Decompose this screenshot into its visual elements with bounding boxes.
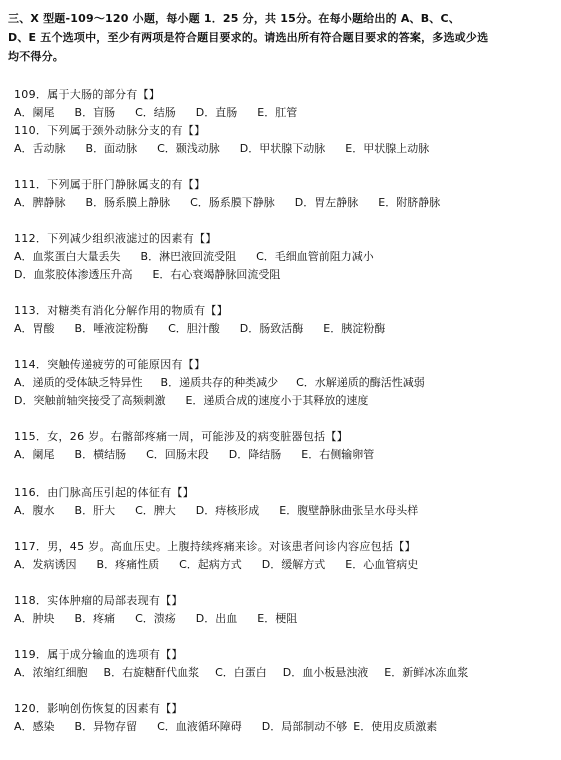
question-stem: 115．女，26 岁。右髂部疼痛一周，可能涉及的病变脏器包括【】 xyxy=(14,430,349,443)
option-b: B．盲肠 xyxy=(74,106,116,119)
options-line xyxy=(14,142,554,160)
options-line xyxy=(14,504,554,522)
section-instructions xyxy=(8,9,556,66)
question-116 xyxy=(14,486,554,522)
option-b: B．递质共存的种类减少 xyxy=(160,376,279,389)
option-d: D．血小板悬浊液 xyxy=(282,666,369,679)
question-117 xyxy=(14,540,554,576)
option-d: D．缓解方式 xyxy=(261,558,326,571)
option-c: C．结肠 xyxy=(135,106,176,119)
option-c: C．起病方式 xyxy=(179,558,242,571)
options-line xyxy=(14,250,554,268)
instructions-line-3: 均不得分。 xyxy=(8,50,64,63)
option-b: B．面动脉 xyxy=(85,142,138,155)
option-a: A．发病诱因 xyxy=(14,558,77,571)
option-c: C．血液循环障碍 xyxy=(157,720,242,733)
option-e: E．甲状腺上动脉 xyxy=(345,142,430,155)
option-b: B．疼痛 xyxy=(74,612,116,625)
option-b: B．肠系膜上静脉 xyxy=(85,196,171,209)
option-d: D．直肠 xyxy=(195,106,238,119)
instructions-line-2: D、E 五个选项中，至少有两项是符合题目要求的。请选出所有符合题目要求的答案，多选或少选 xyxy=(8,31,489,44)
option-b: B．疼痛性质 xyxy=(96,558,160,571)
question-111 xyxy=(14,178,554,214)
option-d: D．出血 xyxy=(195,612,238,625)
option-b: B．右旋糖酐代血浆 xyxy=(103,666,200,679)
option-c: C．白蛋白 xyxy=(215,666,267,679)
instructions-line-1: 三、X 型题-109～120 小题，每小题 1．25 分，共 15分。在每小题给出的 A、B、C、 xyxy=(8,12,460,25)
question-stem: 116．由门脉高压引起的体征有【】 xyxy=(14,486,195,499)
option-d: D．血浆胶体渗透压升高 xyxy=(14,268,133,281)
option-e: E．梗阻 xyxy=(257,612,298,625)
question-114 xyxy=(14,358,554,412)
option-e: E．肛管 xyxy=(257,106,298,119)
option-e: E．右侧输卵管 xyxy=(301,448,375,461)
option-d: D．突触前轴突接受了高频刺激 xyxy=(14,394,166,407)
options-line xyxy=(14,558,554,576)
option-e: E．附脐静脉 xyxy=(378,196,441,209)
options-line xyxy=(14,448,554,466)
option-a: A．血浆蛋白大量丢失 xyxy=(14,250,121,263)
question-120 xyxy=(14,702,554,738)
option-d: D．局部制动不够 xyxy=(261,720,348,733)
option-c: C．脾大 xyxy=(135,504,176,517)
option-a: A．阑尾 xyxy=(14,106,55,119)
question-110 xyxy=(14,124,554,160)
options-line xyxy=(14,612,554,630)
options-line xyxy=(14,196,554,214)
question-stem: 117．男，45 岁。高血压史。上腹持续疼痛来诊。对该患者问诊内容应包括【】 xyxy=(14,540,416,553)
option-a: A．胃酸 xyxy=(14,322,55,335)
options-line xyxy=(14,720,554,738)
options-line xyxy=(14,106,554,124)
option-a: A．腹水 xyxy=(14,504,55,517)
question-113 xyxy=(14,304,554,340)
question-stem: 109．属于大肠的部分有【】 xyxy=(14,88,161,101)
option-d: D．降结肠 xyxy=(228,448,282,461)
options-line xyxy=(14,394,554,412)
question-119 xyxy=(14,648,554,684)
option-a: A．感染 xyxy=(14,720,55,733)
question-stem: 119．属于成分输血的选项有【】 xyxy=(14,648,183,661)
option-a: A．脾静脉 xyxy=(14,196,66,209)
options-line xyxy=(14,268,554,286)
option-b: B．淋巴液回流受阻 xyxy=(140,250,237,263)
option-b: B．横结肠 xyxy=(74,448,127,461)
options-line xyxy=(14,322,554,340)
question-115 xyxy=(14,430,554,466)
option-e: E．腹壁静脉曲张呈水母头样 xyxy=(279,504,419,517)
question-stem: 120．影响创伤恢复的因素有【】 xyxy=(14,702,183,715)
option-c: C．回肠末段 xyxy=(146,448,209,461)
option-d: D．甲状腺下动脉 xyxy=(239,142,326,155)
question-112 xyxy=(14,232,554,286)
option-a: A．浓缩红细胞 xyxy=(14,666,88,679)
option-d: D．胃左静脉 xyxy=(294,196,359,209)
option-b: B．肝大 xyxy=(74,504,116,517)
option-d: D．痔核形成 xyxy=(195,504,260,517)
question-109 xyxy=(14,88,554,124)
option-b: B．异物存留 xyxy=(74,720,138,733)
option-e: E．心血管病史 xyxy=(345,558,419,571)
question-stem: 111．下列属于肝门静脉属支的有【】 xyxy=(14,178,206,191)
question-stem: 110．下列属于颈外动脉分支的有【】 xyxy=(14,124,206,137)
option-c: C．溃疡 xyxy=(135,612,176,625)
options-line xyxy=(14,666,554,684)
option-c: C．颞浅动脉 xyxy=(157,142,220,155)
option-e: E．胰淀粉酶 xyxy=(323,322,386,335)
option-a: A．阑尾 xyxy=(14,448,55,461)
options-line xyxy=(14,376,554,394)
option-b: B．唾液淀粉酶 xyxy=(74,322,149,335)
option-e: E．使用皮质激素 xyxy=(353,720,438,733)
option-a: A．舌动脉 xyxy=(14,142,66,155)
question-stem: 113．对糖类有消化分解作用的物质有【】 xyxy=(14,304,228,317)
question-stem: 114．突触传递疲劳的可能原因有【】 xyxy=(14,358,206,371)
option-c: C．肠系膜下静脉 xyxy=(190,196,275,209)
question-stem: 112．下列减少组织液滤过的因素有【】 xyxy=(14,232,217,245)
question-118 xyxy=(14,594,554,630)
question-stem: 118．实体肿瘤的局部表现有【】 xyxy=(14,594,183,607)
option-a: A．递质的受体缺乏特异性 xyxy=(14,376,143,389)
option-c: C．毛细血管前阻力减小 xyxy=(256,250,374,263)
option-c: C．胆汁酸 xyxy=(168,322,220,335)
option-c: C．水解递质的酶活性减弱 xyxy=(296,376,425,389)
option-a: A．肿块 xyxy=(14,612,55,625)
option-e: E．右心衰竭静脉回流受阻 xyxy=(152,268,281,281)
option-d: D．肠致活酶 xyxy=(239,322,304,335)
option-e: E．新鲜冰冻血浆 xyxy=(384,666,469,679)
option-e: E．递质合成的速度小于其释放的速度 xyxy=(185,394,369,407)
